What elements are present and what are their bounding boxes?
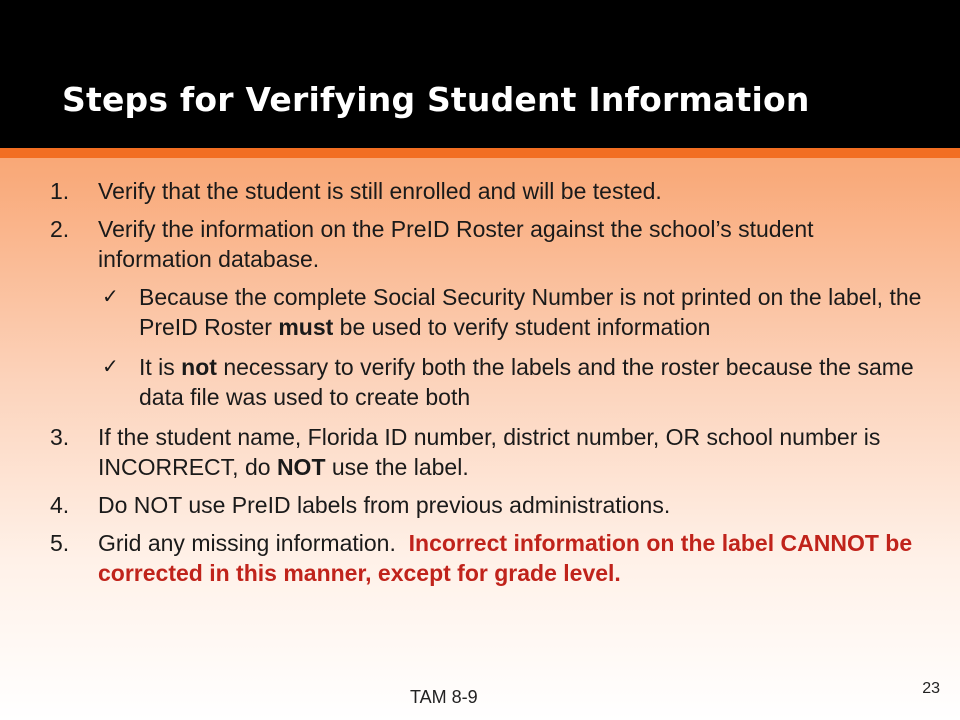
header-band: [0, 0, 960, 148]
emphasis-not-caps: NOT: [276, 454, 326, 480]
emphasis-must: must: [278, 314, 334, 340]
step-text: Verify that the student is still enrolled and will be tested.: [98, 178, 662, 204]
check-item-ssn: [102, 282, 930, 342]
page-number: 23: [922, 680, 940, 697]
check-item-labels: [102, 352, 930, 412]
emphasis-not: not: [181, 354, 217, 380]
accent-line: [0, 148, 960, 158]
step-number: 3.: [50, 424, 70, 450]
step-3: [50, 422, 930, 482]
step-number: 1.: [50, 178, 70, 204]
step-text: Grid any missing information. Incorrect information on the label CANNOT be corrected in this manner, except for grade level.: [98, 530, 913, 586]
step-4: [50, 490, 930, 520]
footer-label: TAM 8-9: [410, 687, 478, 707]
step-5: [50, 528, 930, 588]
slide-title: Steps for Verifying Student Information: [62, 80, 810, 119]
step-2: [50, 214, 930, 274]
step-number: 5.: [50, 530, 70, 556]
check-text: It is not necessary to verify both the labels and the roster because the same data file was used to create both: [139, 354, 914, 410]
step-text: If the student name, Florida ID number, district number, OR school number is INCORRECT, do NOT use the label.: [98, 424, 881, 480]
step-text: Do NOT use PreID labels from previous administrations.: [98, 492, 671, 518]
step-number: 4.: [50, 492, 70, 518]
check-text: Because the complete Social Security Number is not printed on the label, the PreID Roster must be used to verify student information: [139, 284, 922, 340]
step-text: Verify the information on the PreID Roster against the school’s student information database.: [98, 216, 814, 272]
red-warning-text: Incorrect information on the label CANNOT be corrected in this manner, except for grade level.: [98, 530, 913, 586]
checkmark-icon: ✓: [102, 356, 119, 378]
step-number: 2.: [50, 216, 70, 242]
checkmark-icon: ✓: [102, 286, 119, 308]
step-1: [50, 176, 930, 206]
slide-content: [50, 176, 930, 596]
